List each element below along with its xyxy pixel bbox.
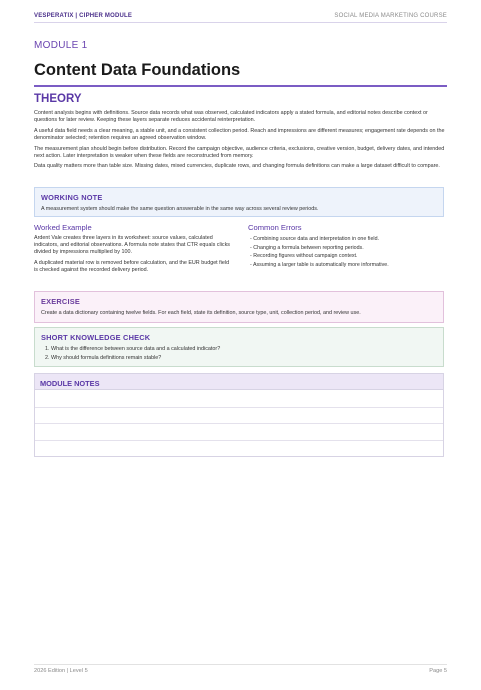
theory-paragraph: The measurement plan should begin before distribution. Record the campaign objective, audience criteria, exclusions, creative version, budget, delivery dates, and intended next action. Later interpretation is weaker when these fields are reconstructed from memory. — [34, 145, 445, 160]
theory-paragraph: Data quality matters more than table size. Missing dates, mixed currencies, duplicate rows, and changing formula definitions can make a large dataset difficult to compare. — [34, 163, 440, 170]
note-line — [35, 407, 443, 408]
knowledge-check-heading: SHORT KNOWLEDGE CHECK — [41, 333, 151, 342]
edition-label: 2026 Edition | Level 5 — [34, 668, 88, 674]
page-footer — [34, 668, 447, 674]
module-notes-header — [35, 374, 443, 390]
page-title: Content Data Foundations — [34, 61, 241, 79]
common-errors-heading: Common Errors — [248, 223, 302, 232]
list-item: - Combining source data and interpretation in one field. — [250, 235, 446, 244]
worked-example-paragraph: A duplicated material row is removed before calculation, and the EUR budget field is checked against the recorded delivery period. — [34, 259, 230, 273]
header-divider — [34, 22, 447, 23]
list-item: 1. What is the difference between source data and a calculated indicator? — [51, 345, 437, 354]
module-notes-heading: MODULE NOTES — [40, 379, 100, 388]
exercise-heading: EXERCISE — [41, 297, 80, 306]
theory-paragraph: Content analysis begins with definitions. Source data records what was observed, calculated indicators apply a stated formula, and editorial notes describe context or questions for later review. Keeping these layers separate reduces accidental reinterpretation. — [34, 110, 428, 124]
knowledge-check-box — [34, 327, 444, 367]
worked-example-paragraph: Ardent Vale creates three layers in its worksheet: source values, calculated indicators, and editorial observations. A formula note states that CTR equals clicks divided by impressions multiplied by 100. — [34, 235, 230, 256]
exercise-box — [34, 291, 444, 323]
working-note-text: A measurement system should make the same question answerable in the same way across several review periods. — [41, 206, 319, 212]
working-note-box — [34, 187, 444, 217]
page-header — [34, 9, 447, 23]
theory-heading: THEORY — [34, 93, 82, 105]
module-notes-box — [34, 373, 444, 457]
theory-body — [34, 110, 446, 174]
list-item: 2. Why should formula definitions remain stable? — [51, 354, 437, 363]
common-errors-list — [250, 235, 446, 269]
footer-divider — [34, 664, 447, 665]
worked-example-body — [34, 235, 232, 277]
list-item: - Recording figures without campaign context. — [250, 252, 446, 261]
worked-example-heading: Worked Example — [34, 223, 92, 232]
exercise-text: Create a data dictionary containing twelve fields. For each field, state its definition, source type, unit, collection period, and review use. — [41, 310, 361, 316]
note-line — [35, 440, 443, 441]
brand-label: VESPERATIX | CIPHER MODULE — [34, 13, 133, 19]
note-line — [35, 423, 443, 424]
knowledge-check-list — [41, 345, 437, 363]
list-item: - Assuming a larger table is automatically more informative. — [250, 261, 446, 270]
list-item: - Changing a formula between reporting periods. — [250, 244, 446, 253]
page-number: Page 5 — [429, 668, 447, 674]
module-label: MODULE 1 — [34, 40, 88, 51]
working-note-heading: WORKING NOTE — [41, 193, 103, 202]
title-divider — [34, 85, 447, 87]
course-label: SOCIAL MEDIA MARKETING COURSE — [334, 13, 447, 19]
theory-paragraph: A useful data field needs a clear meaning, a stable unit, and a consistent collection period. Reach and impressions are different measures; engagement rate depends on the denominator selected; retention requires an agreed observation window. — [34, 127, 445, 142]
